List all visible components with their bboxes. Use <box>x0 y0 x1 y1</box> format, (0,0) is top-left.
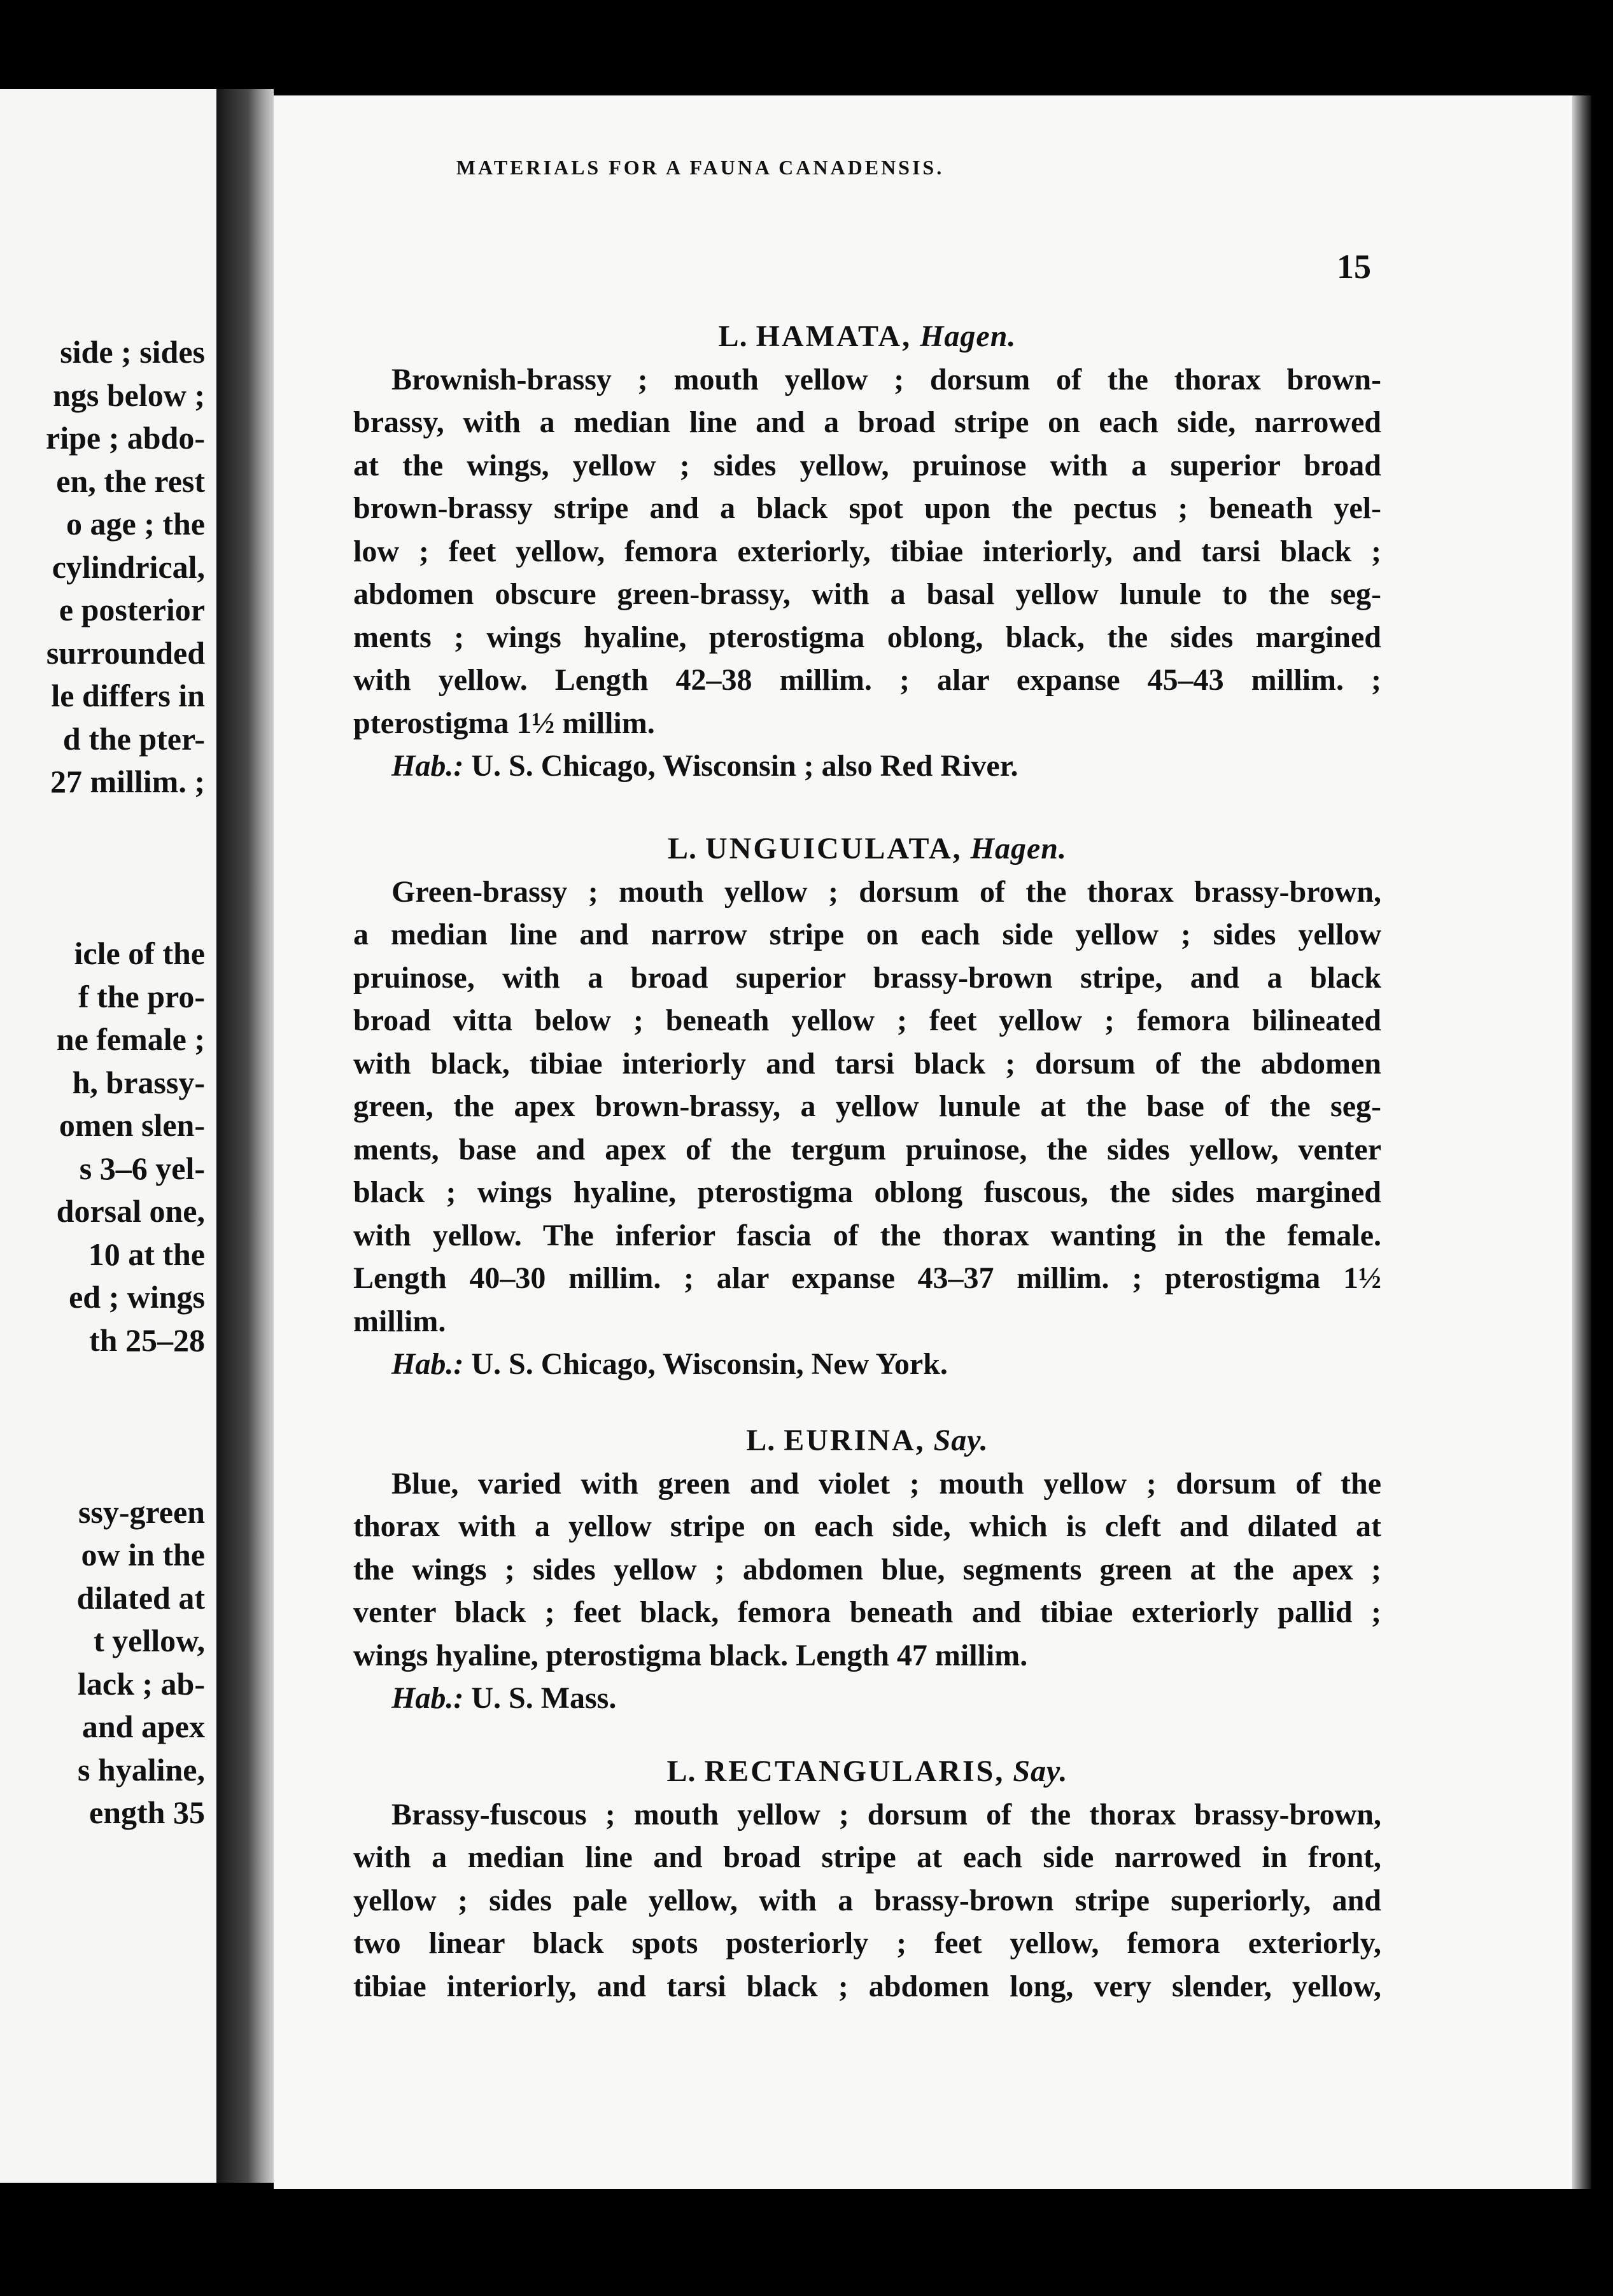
description-line: wings hyaline, pterostigma black. Length 47 millim. <box>353 1638 1028 1672</box>
description-line: pruinose, with a broad superior brassy-brown stripe, and a black <box>353 960 1381 995</box>
facing-page-line: ripe ; abdo- <box>46 420 205 456</box>
habitat-label: Hab.: <box>391 749 464 783</box>
habitat-line <box>353 745 1381 788</box>
description-line: yellow ; sides pale yellow, with a brassy-brown stripe superiorly, and <box>353 1883 1381 1917</box>
habitat-text: U. S. Mass. <box>471 1681 617 1715</box>
facing-page-line: cylindrical, <box>52 549 205 585</box>
genus-abbrev: L. <box>666 1754 696 1788</box>
facing-page-line: le differs in <box>51 678 205 713</box>
description-line: Brassy-fuscous ; mouth yellow ; dorsum of the thorax brassy-brown, <box>391 1797 1381 1831</box>
species-author: Say. <box>933 1424 989 1457</box>
species-description <box>353 1462 1381 1677</box>
species-name: HAMATA, <box>756 319 912 353</box>
species-name: EURINA, <box>784 1424 926 1457</box>
description-line: broad vitta below ; beneath yellow ; feet yellow ; femora bilineated <box>353 1004 1381 1037</box>
species-heading <box>353 315 1381 358</box>
habitat-line <box>353 1343 1381 1386</box>
facing-page-line <box>0 1448 205 1491</box>
facing-page-line: ength 35 <box>89 1795 205 1830</box>
description-line: low ; feet yellow, femora exteriorly, tibiae interiorly, and tarsi black ; <box>353 534 1381 568</box>
species-author: Hagen. <box>920 319 1017 353</box>
facing-page-line <box>0 804 205 847</box>
facing-page-line: dorsal one, <box>56 1193 205 1229</box>
facing-page-line <box>0 1405 205 1448</box>
description-line: Blue, varied with green and violet ; mouth yellow ; dorsum of the <box>391 1466 1381 1501</box>
facing-page-line: th 25–28 <box>89 1322 205 1358</box>
running-title: MATERIALS FOR A FAUNA CANADENSIS. <box>456 156 945 179</box>
description-line: with black, tibiae interiorly and tarsi black ; dorsum of the abdomen <box>353 1046 1381 1081</box>
genus-abbrev: L. <box>668 832 698 865</box>
facing-page-line: 10 at the <box>88 1236 205 1272</box>
description-line: two linear black spots posteriorly ; feet yellow, femora exteriorly, <box>353 1926 1381 1960</box>
habitat-text: U. S. Chicago, Wisconsin ; also Red River. <box>471 749 1018 783</box>
species-author: Hagen. <box>970 832 1067 865</box>
facing-page-line <box>0 846 205 890</box>
facing-page-line: o age ; the <box>66 506 205 542</box>
description-line: brassy, with a median line and a broad stripe on each side, narrowed <box>353 405 1381 439</box>
species-description <box>353 358 1381 745</box>
species-heading <box>353 1419 1381 1462</box>
description-line: pterostigma 1½ millim. <box>353 706 655 740</box>
habitat-label: Hab.: <box>391 1681 464 1715</box>
description-line: at the wings, yellow ; sides yellow, pruinose with a superior broad <box>353 448 1381 482</box>
description-line: the wings ; sides yellow ; abdomen blue, segments green at the apex ; <box>353 1552 1381 1586</box>
facing-page-line: icle of the <box>74 935 205 971</box>
description-line: tibiae interiorly, and tarsi black ; abdomen long, very slender, yellow, <box>353 1969 1381 2003</box>
genus-abbrev: L. <box>746 1424 776 1457</box>
species-entry-eurina <box>353 1419 1381 1720</box>
description-line: with yellow. The inferior fascia of the thorax wanting in the female. <box>353 1218 1381 1252</box>
facing-page-text <box>0 331 205 1835</box>
description-line: millim. <box>353 1304 446 1338</box>
species-name: RECTANGULARIS, <box>704 1754 1005 1788</box>
facing-page-line: ow in the <box>81 1537 205 1572</box>
description-line: brown-brassy stripe and a black spot upon the pectus ; beneath yel- <box>353 491 1381 525</box>
description-line: with a median line and broad stripe at each side narrowed in front, <box>353 1840 1381 1874</box>
description-line: a median line and narrow stripe on each side yellow ; sides yellow <box>353 918 1381 951</box>
species-author: Say. <box>1013 1754 1068 1788</box>
facing-page-line: side ; sides <box>60 334 205 370</box>
facing-page-line: ssy-green <box>78 1494 205 1530</box>
facing-page-line: h, brassy- <box>72 1064 205 1100</box>
facing-page-line: e posterior <box>59 592 205 627</box>
description-line: abdomen obscure green-brassy, with a basal yellow lunule to the seg- <box>353 577 1381 611</box>
facing-page-line: s 3–6 yel- <box>79 1150 205 1186</box>
description-line: thorax with a yellow stripe on each side, which is cleft and dilated at <box>353 1509 1381 1543</box>
facing-page-line: s hyaline, <box>77 1751 205 1788</box>
facing-page-line: ngs below ; <box>53 377 205 413</box>
species-name: UNGUICULATA, <box>705 832 962 865</box>
description-line: with yellow. Length 42–38 millim. ; alar expanse 45–43 millim. ; <box>353 663 1381 697</box>
species-heading <box>353 1750 1381 1793</box>
facing-page-line: f the pro- <box>78 978 205 1014</box>
species-entry-hamata <box>353 315 1381 788</box>
description-line: green, the apex brown-brassy, a yellow lunule at the base of the seg- <box>353 1089 1381 1123</box>
description-line: venter black ; feet black, femora beneath and tibiae exteriorly pallid ; <box>353 1595 1381 1629</box>
species-heading <box>353 827 1381 871</box>
facing-page-line: t yellow, <box>94 1623 205 1658</box>
description-line: ments ; wings hyaline, pterostigma oblong, black, the sides margined <box>353 620 1381 654</box>
description-line: ments, base and apex of the tergum pruinose, the sides yellow, venter <box>353 1132 1381 1166</box>
species-entry-unguiculata <box>353 827 1381 1386</box>
facing-page-line: and apex <box>81 1709 205 1744</box>
facing-page-line: ed ; wings <box>69 1279 205 1315</box>
habitat-label: Hab.: <box>391 1347 464 1381</box>
facing-page-line: d the pter- <box>62 720 205 757</box>
facing-page-line <box>0 890 205 933</box>
description-line: black ; wings hyaline, pterostigma oblong fuscous, the sides margined <box>353 1175 1381 1209</box>
page-edge <box>1572 95 1591 2189</box>
species-description <box>353 1793 1381 2008</box>
page-number: 15 <box>1337 248 1371 286</box>
description-line: Length 40–30 millim. ; alar expanse 43–37 millim. ; pterostigma 1½ <box>353 1261 1381 1295</box>
habitat-text: U. S. Chicago, Wisconsin, New York. <box>471 1347 948 1381</box>
book-gutter <box>216 89 274 2183</box>
genus-abbrev: L. <box>718 319 748 353</box>
facing-page-line: lack ; ab- <box>78 1665 205 1702</box>
facing-page-line: omen slen- <box>59 1107 205 1143</box>
facing-page-line: en, the rest <box>56 463 205 499</box>
facing-page-line: dilated at <box>76 1579 205 1616</box>
facing-page-line: surrounded <box>46 634 205 671</box>
facing-page <box>0 89 216 2183</box>
species-entry-rectangularis <box>353 1750 1381 2008</box>
description-line: Green-brassy ; mouth yellow ; dorsum of the thorax brassy-brown, <box>391 874 1381 909</box>
habitat-line <box>353 1677 1381 1720</box>
description-line: Brownish-brassy ; mouth yellow ; dorsum of the thorax brown- <box>391 362 1381 396</box>
facing-page-line: ne female ; <box>56 1021 205 1057</box>
facing-page-line <box>0 1362 205 1405</box>
facing-page-line: 27 millim. ; <box>50 764 205 799</box>
species-description <box>353 871 1381 1343</box>
